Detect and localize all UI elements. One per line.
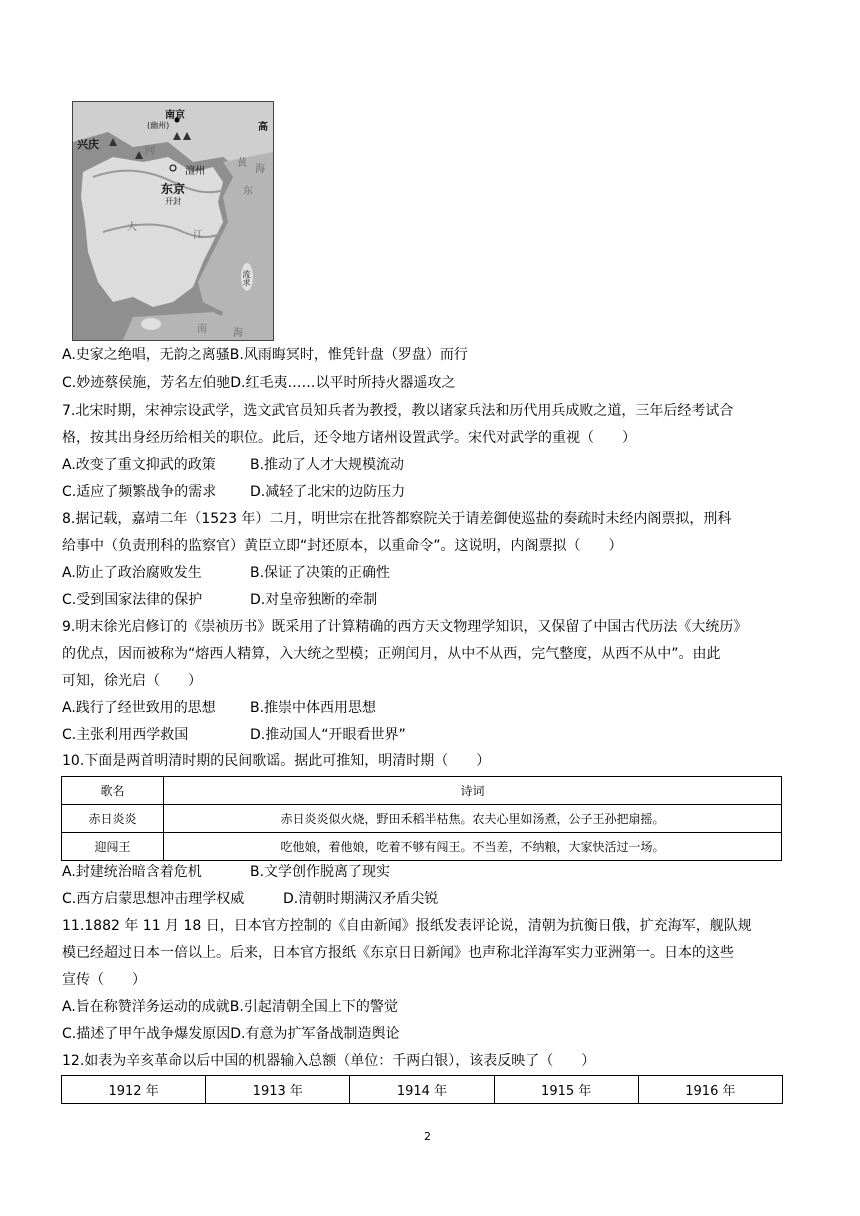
q11-option-c: C.描述了甲午战争爆发原因 [62, 1026, 231, 1042]
q10-option-c: C.西方启蒙思想冲击理学权威 [62, 891, 245, 907]
map-label-dong: 东 [243, 186, 253, 197]
q12-stem: 12.如表为辛亥革命以后中国的机器输入总额（单位：千两白银），该表反映了（ ） [62, 1053, 596, 1069]
table-header-row [62, 1076, 783, 1104]
map-label-chanzhou: 澶州 [185, 166, 205, 177]
folk-song-table [61, 776, 782, 861]
header-lyrics: 诗词 [164, 777, 782, 805]
map-label-dongjing: 东京 [161, 182, 186, 196]
q7-option-d: D.减轻了北宋的边防压力 [250, 484, 406, 500]
q10-option-a: A.封建统治暗含着危机 [62, 864, 202, 880]
lyrics-cell: 赤日炎炎似火烧，野田禾稻半枯焦。农夫心里如汤煮，公子王孙把扇摇。 [164, 805, 782, 833]
table-header-row [62, 777, 782, 805]
table-row [62, 805, 782, 833]
q8-option-d: D.对皇帝独断的牵制 [250, 592, 378, 608]
q9-option-a: A.践行了经世致用的思想 [62, 700, 216, 716]
q6-option-a: A.史家之绝唱，无韵之离骚 [62, 347, 230, 363]
q6-options-row2 [62, 374, 455, 392]
q9-stem-line2: 的优点，因而被称为“熔西人精算，入大统之型模；正朔闰月，从中不从西，完气整度，从西不从中”。由此 [62, 646, 721, 662]
year-cell: 1915 年 [494, 1076, 638, 1104]
map-label-xingqing: 兴庆 [77, 138, 99, 151]
year-cell: 1912 年 [62, 1076, 206, 1104]
q8-option-b: B.保证了决策的正确性 [250, 565, 391, 581]
q7-option-c: C.适应了频繁战争的需求 [62, 484, 217, 500]
q7-stem-line1: 7.北宋时期，宋神宗设武学，选文武官员知兵者为教授，教以诸家兵法和历代用兵成败之道，三年后经考试合 [62, 403, 734, 419]
lyrics-cell: 吃他娘，着他娘，吃着不够有闯王。不当差，不纳粮，大家快活过一场。 [164, 833, 782, 861]
map-label-kaifeng: 开封 [165, 197, 181, 206]
map-label-hai: 海 [255, 164, 265, 175]
q10-stem: 10.下面是两首明清时期的民间歌谣。据此可推知，明清时期（ ） [62, 753, 491, 769]
q11-option-d: D.有意为扩军备战制造舆论 [230, 1026, 400, 1042]
q11-options-row1 [62, 998, 398, 1016]
q9-stem-line1: 9.明末徐光启修订的《崇祯历书》既采用了计算精确的西方天文物理学知识，又保留了中国古代历法《大统历》 [62, 619, 748, 635]
q11-option-b: B.引起清朝全国上下的警觉 [229, 999, 398, 1015]
song-name-cell: 赤日炎炎 [62, 805, 164, 833]
page-number: 2 [424, 1130, 431, 1143]
song-name-cell: 迎闯王 [62, 833, 164, 861]
q11-stem-line2: 模已经超过日本一倍以上。后来，日本官方报纸《东京日日新闻》也声称北洋海军实力亚洲第一。日本的这些 [62, 945, 734, 961]
q6-option-d: D.红毛夷……以平时所持火器遥攻之 [230, 375, 456, 391]
map-label-gao: 高 [258, 122, 268, 133]
map-label-youzhou: (幽州) [147, 121, 170, 130]
q11-stem-line1: 11.1882 年 11 月 18 日，日本官方控制的《自由新闻》报纸发表评论说，清朝为抗衡日俄，扩充海军，舰队规 [62, 918, 752, 934]
q8-stem-line1: 8.据记载，嘉靖二年（1523 年）二月，明世宗在批答都察院关于请差御使巡盐的奏疏时未经内阁票拟，刑科 [62, 511, 732, 527]
map-graphic [73, 102, 273, 340]
table-row [62, 833, 782, 861]
map-label-nan: 南 [197, 324, 207, 335]
q6-option-b: B.风雨晦冥时，惟凭针盘（罗盘）而行 [229, 347, 468, 363]
q8-stem-line2: 给事中（负责刑科的监察官）黄臣立即“封还原本，以重命令”。这说明，内阁票拟（ ） [62, 538, 623, 554]
year-cell: 1916 年 [638, 1076, 782, 1104]
map-label-jiang: 江 [193, 230, 203, 241]
year-cell: 1914 年 [350, 1076, 494, 1104]
q8-option-a: A.防止了政治腐败发生 [62, 565, 202, 581]
q11-option-a: A.旨在称赞洋务运动的成就 [62, 999, 230, 1015]
map-label-huang: 黄 [237, 158, 247, 169]
q9-option-d: D.推动国人“开眼看世界” [250, 727, 406, 743]
q7-option-a: A.改变了重文抑武的政策 [62, 457, 216, 473]
q11-options-row2 [62, 1025, 399, 1043]
q7-stem-line2: 格，按其出身经历给相关的职位。此后，还令地方诸州设置武学。宋代对武学的重视（ ） [62, 430, 636, 446]
q9-option-b: B.推崇中体西用思想 [250, 700, 377, 716]
map-label-he: 河 [145, 146, 155, 157]
map-label-nanjing: 南京 [165, 110, 185, 121]
machine-imports-table [61, 1075, 783, 1104]
q6-options-row1 [62, 346, 468, 364]
q8-option-c: C.受到国家法律的保护 [62, 592, 203, 608]
q10-option-b: B.文学创作脱离了现实 [250, 864, 391, 880]
header-song-name: 歌名 [62, 777, 164, 805]
map-label-liuqiu: 流求 [242, 270, 251, 286]
song-dynasty-map [72, 101, 274, 341]
year-cell: 1913 年 [206, 1076, 350, 1104]
map-label-da: 大 [127, 222, 137, 233]
q11-stem-line3: 宣传（ ） [62, 972, 146, 988]
q7-option-b: B.推动了人才大规模流动 [250, 457, 405, 473]
q6-option-c: C.妙迹蔡侯施，芳名左伯驰 [62, 375, 231, 391]
q10-option-d: D.清朝时期满汉矛盾尖锐 [283, 891, 439, 907]
map-label-hai2: 海 [233, 328, 243, 339]
q9-option-c: C.主张利用西学救国 [62, 727, 189, 743]
q9-stem-line3: 可知，徐光启（ ） [62, 673, 202, 689]
